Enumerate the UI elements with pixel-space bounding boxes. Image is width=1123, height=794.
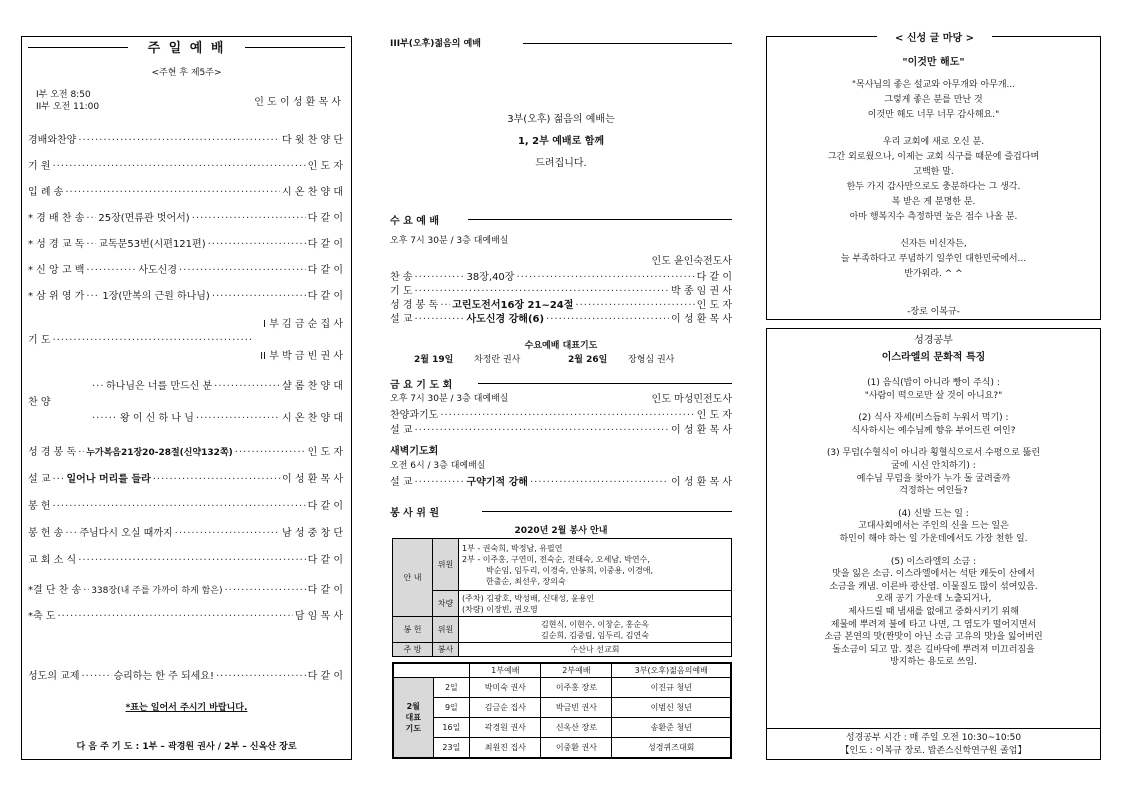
wed-mid: 고린도전서16장 21~24절 [452, 300, 574, 311]
fri-end: 인 도 자 [696, 410, 732, 421]
poem-line: 그렇게 좋은 분를 만난 것 [884, 95, 983, 105]
fri-label: 설 교 [390, 425, 413, 436]
dawn-title: 새벽기도회 [390, 446, 439, 457]
title-line-left [28, 47, 128, 48]
poem-line [767, 225, 1100, 237]
poem-line: 그간 외로웠으나, 이제는 교회 식구를 때문에 즐겁다며 [827, 152, 1040, 162]
order-row [28, 235, 343, 250]
order-end: 인 도 자 [307, 161, 343, 172]
blank-cell [393, 663, 470, 678]
study-line: 식사하시는 예수님께 향유 부어드린 여인? [851, 425, 1016, 436]
worship-time-1: I부 오전 8:50 [36, 90, 91, 100]
guide-line: 박순임, 임두리, 이경숙, 안봉희, 이중용, 이경애, [486, 565, 654, 575]
pray-cell: 김금순 집사 [470, 698, 541, 718]
order-row [28, 551, 343, 566]
wed-end: 인 도 자 [696, 300, 732, 311]
wed-prayer-title: 수요예배 대표기도 [524, 341, 598, 351]
poem-line: 반가워라. ^ ^ [904, 269, 963, 279]
guide-line: 1부 - 권숙희, 박정남, 유필연 [462, 543, 563, 553]
order-end: 담 임 목 사 [294, 611, 343, 622]
poem-title: "이것만 해도" [902, 57, 965, 68]
order-end: 다 같 이 [307, 213, 343, 224]
poem-line [767, 123, 1100, 135]
poem-line: 아마 행복지수 측정하면 높은 점수 나올 분. [849, 212, 1018, 222]
youth-msg-2: 1, 2부 예배로 함께 [517, 136, 605, 147]
col-header: 1부예배 [470, 663, 541, 678]
study-line: 굴에 시신 안치하기) : [891, 460, 976, 471]
wed-label: 찬 송 [390, 272, 413, 283]
poem-line: 이것만 해도 너무 너무 감사해요." [867, 110, 1000, 120]
study-line: 하인이 해야 하는 일 가운데에서도 가장 천한 일. [839, 533, 1028, 544]
order-label: 기 원 [28, 161, 51, 172]
sunday-subtitle: <주현 후 제5주> [151, 68, 222, 78]
order-mid: 주님다시 오실 때까지 [79, 528, 173, 539]
study-line: (4) 신발 드는 일 : [898, 508, 969, 519]
praise-1-song: 하나님은 너를 만드신 분 [106, 381, 213, 392]
wed-row [390, 282, 732, 297]
study-line: 걱정하는 여인들? [899, 486, 968, 497]
order-end: 다 같 이 [307, 585, 343, 596]
study-body [767, 377, 1100, 669]
study-line: 돌소금이 되고 맘. 젖은 길바닥에 뿌려져 미끄러짐을 [832, 644, 1035, 655]
order-row [28, 581, 343, 596]
wed-row [390, 310, 732, 325]
fri-time: 오후 7시 30분 / 3층 대예배실 [390, 394, 509, 404]
study-box [766, 328, 1101, 760]
fellowship-row [28, 667, 343, 682]
order-label: * 성 경 교 독 [28, 239, 85, 250]
pray-day: 2일 [433, 678, 470, 698]
study-line [767, 546, 1100, 556]
order-mid: 교독문53번(시편121편) [98, 239, 206, 250]
study-leader: 【인도 : 이복규 장로. 밥존스신학연구원 졸업】 [840, 746, 1027, 756]
order-end: 이 성 환 목 사 [281, 474, 343, 485]
study-line [767, 498, 1100, 508]
study-line: 방지하는 용도로 쓰임. [890, 657, 977, 668]
study-line: 소금 본연의 맛(짠맛이 아닌 소금 고유의 맛)을 잃어버린 [824, 632, 1043, 643]
study-line: (3) 무덤(수혈식이 아니라 횡혈식으로서 수평으로 뚫린 [826, 448, 1041, 459]
fri-row [390, 406, 732, 421]
study-line [767, 437, 1100, 447]
offering-line: 김현식, 이현수, 이창순, 홍순옥 [541, 619, 649, 629]
study-line: 맛을 잃은 소금. 이스라엘에서는 석탄 캐듯이 산에서 [832, 569, 1035, 580]
study-line [767, 402, 1100, 412]
pray-cell: 송환준 청년 [612, 718, 731, 738]
pray-label-cell [393, 678, 433, 758]
study-title: 이스라엘의 문화적 특징 [881, 352, 986, 363]
wed-time: 오후 7시 30분 / 3층 대예배실 [390, 236, 509, 246]
order-label: 설 교 [28, 474, 51, 485]
praise-row-2 [90, 409, 343, 424]
pray-day: 9일 [433, 698, 470, 718]
wed-prayer-2-date: 2월 26일 [568, 355, 608, 365]
order-end: 다 같 이 [307, 291, 343, 302]
pray-label-line: 대표 [405, 712, 421, 722]
lunch-cell: 주 방 [393, 643, 433, 657]
study-line: 소금을 캐냄. 이른바 광산염. 이물질도 많이 섞여있음. [829, 581, 1038, 592]
order-row [28, 443, 343, 458]
order-label: 입 례 송 [28, 187, 64, 198]
youth-title: III부(오후)젊음의 예배 [390, 39, 481, 49]
poem-line: 고백한 말. [913, 167, 954, 177]
wed-prayer-1-name: 차정란 권사 [474, 355, 521, 365]
order-label: 봉 헌 송 [28, 528, 64, 539]
wed-prayer-2-name: 장형심 권사 [628, 355, 675, 365]
offering-line: 김순희, 김중림, 임두리, 김연숙 [541, 630, 649, 640]
wed-title: 수 요 예 배 [390, 216, 440, 227]
order-row [28, 209, 343, 224]
wed-end: 이 성 환 목 사 [670, 314, 732, 325]
poem-line: 우리 교회에 새로 오신 분. [882, 137, 985, 147]
order-row [28, 261, 343, 276]
order-label: *결 단 찬 송 [28, 585, 82, 596]
guide-cell: 안 내 [393, 539, 433, 617]
order-label: 봉 헌 [28, 501, 51, 512]
study-time: 성경공부 시간 : 매 주일 오전 10:30~10:50 [845, 733, 1022, 743]
order-mid: 1장(만복의 근원 하나님) [102, 291, 210, 302]
order-mid: 338장(내 주를 가까이 하게 함은) [91, 586, 223, 596]
prayer-row [28, 331, 253, 346]
wed-label: 기 도 [390, 286, 413, 297]
pray-cell: 박미숙 권사 [470, 678, 541, 698]
study-line: 제사드릴 때 냄새를 없애고 중화시키기 위해 [848, 606, 1019, 617]
dawn-time: 오전 6시 / 3층 대예배실 [390, 461, 486, 471]
study-header: 성경공부 [914, 335, 953, 346]
youth-msg-3: 드려집니다. [535, 158, 587, 169]
order-label: *축 도 [28, 611, 56, 622]
standing-note: *표는 일어서 주시기 바랍니다. [125, 703, 248, 713]
order-row [28, 497, 343, 512]
praise-2-song: 왕 이 신 하 나 님 [120, 413, 194, 424]
order-mid: 25장(면류관 벗어서) [98, 213, 190, 224]
fellowship-end: 다 같 이 [307, 671, 343, 682]
poem-line: "목사님의 좋은 설교와 아무개와 아무개... [851, 80, 1016, 90]
order-row [28, 157, 343, 172]
poem-box [766, 33, 1101, 320]
middle-column [390, 36, 732, 760]
offering-member-label: 위원 [433, 617, 459, 643]
service-line [482, 511, 732, 512]
fellowship-mid: 승리하는 한 주 되세요! [113, 671, 214, 682]
order-row [28, 131, 343, 146]
poem-header: < 신성 글 마당 > [877, 29, 992, 44]
order-end: 다 같 이 [307, 555, 343, 566]
fri-leader: 인도 마성민전도사 [651, 394, 732, 405]
study-line: (2) 식사 자세(비스듬히 누워서 먹기) : [858, 413, 1009, 424]
wed-label: 설 교 [390, 314, 413, 325]
service-table [392, 538, 732, 657]
order-end: 다 같 이 [307, 265, 343, 276]
dawn-end: 이 성 환 목 사 [670, 477, 732, 488]
fri-end: 이 성 환 목 사 [670, 425, 732, 436]
pray-cell: 이주홍 장로 [541, 678, 612, 698]
pray-cell: 이중환 권사 [541, 738, 612, 758]
pray-cell: 박금빈 권사 [541, 698, 612, 718]
praise-2-choir: 시 온 찬 양 대 [281, 413, 343, 424]
prayer-second: II 부 박 금 빈 권 사 [260, 351, 343, 362]
wed-end: 박 종 임 권 사 [670, 286, 732, 297]
praise-row-1 [90, 377, 343, 392]
title-line-right [245, 47, 345, 48]
study-line: 고대사회에서는 주인의 신을 드는 일은 [858, 521, 1009, 532]
guide-members [459, 539, 732, 591]
order-label: 교 회 소 식 [28, 555, 77, 566]
order-end: 인 도 자 [307, 447, 343, 458]
order-mid: 누가복음21장20-28절(신약132쪽) [86, 448, 233, 458]
lunch-members: 수산나 선교회 [459, 643, 732, 657]
prayer-first: I 부 김 금 순 집 사 [263, 319, 343, 330]
pray-cell: 이범신 청년 [612, 698, 731, 718]
offering-cell: 봉 헌 [393, 617, 433, 643]
sunday-leader: 인 도 이 성 환 목 사 [254, 97, 341, 108]
pray-day: 23일 [433, 738, 470, 758]
guide-line: 한출순, 최선우, 장의숙 [486, 576, 566, 586]
order-end: 다 윗 찬 양 단 [281, 135, 343, 146]
col-header: 3부(오후)젊음의예배 [612, 663, 731, 678]
pray-cell: 최원진 집사 [470, 738, 541, 758]
poem-body [767, 78, 1100, 282]
guide-line: 2부 - 이주홍, 구연미, 전숙순, 전태숙, 오세남, 박연수, [462, 554, 650, 564]
dawn-mid: 구약기적 강해 [466, 477, 528, 488]
pray-cell: 이진규 청년 [612, 678, 731, 698]
order-end: 시 온 찬 양 대 [281, 187, 343, 198]
worship-time-2: II부 오전 11:00 [36, 102, 100, 112]
fri-title: 금 요 기 도 회 [390, 380, 453, 391]
sunday-title: 주 일 예 배 [147, 41, 226, 56]
order-label: * 경 배 찬 송 [28, 213, 85, 224]
order-mid: 사도신경 [138, 265, 177, 276]
prayer-label: 기 도 [28, 335, 51, 346]
wed-end: 다 같 이 [696, 272, 732, 283]
wed-mid: 사도신경 강해(6) [466, 314, 545, 325]
order-mid: 일어나 머리를 들라 [66, 474, 151, 485]
study-line: 예수님 무덤을 찾아가 누가 돌 굴려줄까 [856, 473, 1011, 484]
order-row [28, 524, 343, 539]
poem-line: 늘 부족하다고 푸념하기 일쑤인 대한민국에서... [840, 254, 1027, 264]
youth-msg-1: 3부(오후) 젊음의 예배는 [507, 114, 615, 125]
dawn-label: 설 교 [390, 477, 413, 488]
offering-members [459, 617, 732, 643]
wed-prayer-1-date: 2월 19일 [414, 355, 454, 365]
fri-line [478, 383, 732, 384]
car-label: 차량 [433, 591, 459, 617]
service-table-title: 2020년 2월 봉사 안내 [514, 526, 608, 536]
pray-label-line: 2월 [406, 701, 420, 711]
lunch-sub: 봉사 [433, 643, 459, 657]
dawn-row [390, 473, 732, 488]
order-list [28, 131, 343, 631]
order-label: * 신 앙 고 백 [28, 265, 85, 276]
praise-1-choir: 샬 롬 찬 양 대 [281, 381, 343, 392]
youth-line [523, 43, 732, 44]
fri-label: 찬양과기도 [390, 410, 439, 421]
order-row [28, 607, 343, 622]
wed-row [390, 268, 732, 283]
order-label: 성 경 봉 독 [28, 447, 77, 458]
order-end: 다 같 이 [307, 501, 343, 512]
study-footer-line [767, 728, 1100, 729]
pray-cell: 곽경원 권사 [470, 718, 541, 738]
wed-label: 성 경 봉 독 [390, 300, 439, 311]
car-line: (주차) 김광호, 박성배, 신대성, 윤용인 [462, 593, 595, 603]
car-line: (차량) 이장빈, 권오영 [462, 604, 538, 614]
poem-line: 신자든 비신자든, [900, 239, 967, 249]
col-header: 2부예배 [541, 663, 612, 678]
wed-line [468, 219, 732, 220]
service-title: 봉 사 위 원 [390, 508, 440, 519]
pray-label-line: 기도 [405, 723, 421, 733]
wed-mid: 38장,40장 [466, 272, 515, 283]
fri-row [390, 421, 732, 436]
next-week-prayer: 다 음 주 기 도 : 1부 – 곽경원 권사 / 2부 – 신옥산 장로 [76, 742, 297, 752]
guide-member-label: 위원 [433, 539, 459, 591]
pray-cell: 신옥산 장로 [541, 718, 612, 738]
wed-row [390, 296, 732, 311]
poem-author: -장로 이복규- [907, 307, 960, 317]
order-end: 다 같 이 [307, 239, 343, 250]
order-label: * 삼 위 영 가 [28, 291, 85, 302]
study-line: (1) 음식(밥이 아니라 빵이 주식) : [867, 378, 1000, 388]
order-row [28, 287, 343, 302]
pray-cell: 성경퀴즈대회 [612, 738, 731, 758]
fellowship-label: 성도의 교제 [28, 671, 80, 682]
car-members [459, 591, 732, 617]
study-line: "사람이 떡으로만 살 것이 아니요?" [864, 390, 1003, 401]
study-line: 오래 공기 가운데 노출되거나, [875, 594, 992, 605]
order-label: 경배와찬양 [28, 135, 77, 146]
order-row [28, 183, 343, 198]
poem-line: 한두 가지 감사만으로도 충분하다는 그 생각. [846, 182, 1021, 192]
poem-line: 복 받은 게 분명한 분. [891, 197, 976, 207]
study-line: 제물에 뿌려져 불에 타고 나면, 그 염도가 떨어지면서 [830, 619, 1037, 630]
order-row [28, 470, 343, 485]
wed-leader: 인도 윤인숙전도사 [651, 256, 732, 267]
sunday-worship-panel [21, 36, 352, 760]
praise-label: 찬 양 [28, 397, 51, 408]
prayer-schedule-table [392, 662, 732, 759]
pray-day: 16일 [433, 718, 470, 738]
order-end: 남 성 중 창 단 [281, 528, 343, 539]
study-line: (5) 이스라엘의 소금 : [890, 556, 977, 567]
